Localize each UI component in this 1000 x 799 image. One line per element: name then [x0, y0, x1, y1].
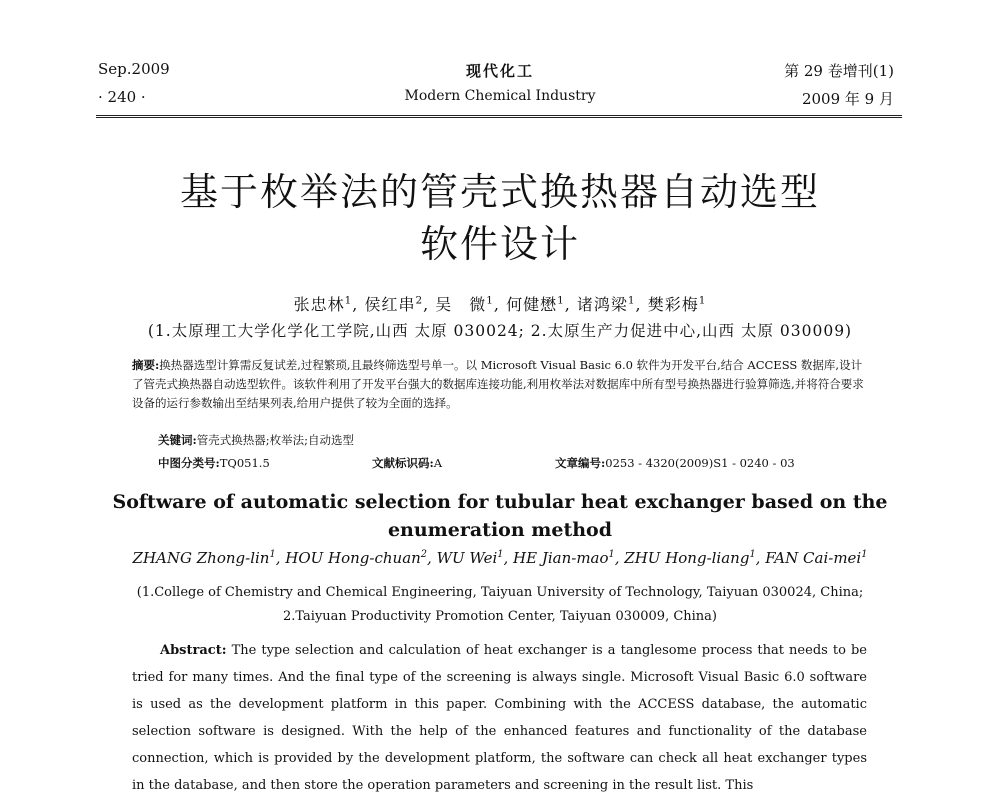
doc-code-label: 文献标识码: [372, 456, 434, 470]
cn-author-affiliation-mark: 1 [486, 294, 494, 307]
article-number-label: 文章编号: [555, 456, 606, 470]
cn-author-name: 张忠林 [293, 295, 345, 314]
affiliation-en-line-1: (1.College of Chemistry and Chemical Engineering, Taiyuan University of Technology, Taiyuan 030024, China; [136, 585, 864, 600]
affiliation-en [0, 581, 1000, 629]
cn-author-name: 吴 微 [435, 295, 487, 314]
cn-author [577, 295, 648, 314]
cn-author-affiliation-mark: 1 [627, 294, 636, 307]
en-author-name: ZHU Hong-liang [624, 549, 750, 567]
affiliation-cn: (1.太原理工大学化学化工学院,山西 太原 030024; 2.太原生产力促进中心,山西 太原 030009) [147, 322, 853, 340]
en-author-affiliation-mark: 2 [420, 549, 428, 560]
clc-value: TQ051.5 [219, 456, 270, 470]
en-author-affiliation-mark: 1 [608, 549, 615, 560]
keywords-cn-label: 关键词: [158, 433, 197, 447]
cn-author-separator: , [493, 295, 507, 314]
cn-author-separator: , [352, 295, 365, 314]
en-author-name: HE Jian-mao [513, 549, 609, 567]
cn-author-name: 何健懋 [506, 295, 558, 314]
header-volume: 第 29 卷增刊(1) [784, 62, 894, 80]
cn-author-separator: , [423, 295, 436, 314]
header-divider [96, 115, 902, 118]
paper-title-cn [0, 166, 1000, 270]
doc-code-value: A [433, 456, 443, 470]
en-author-name: FAN Cai-mei [765, 549, 862, 567]
abstract-cn [132, 356, 867, 413]
en-author [765, 549, 867, 567]
clc-number [158, 455, 270, 471]
en-author-affiliation-mark: 1 [497, 549, 504, 560]
title-cn-line-1: 基于枚举法的管壳式换热器自动选型 [179, 170, 820, 214]
en-author-separator: , [427, 549, 437, 567]
header-date: Sep.2009 [98, 60, 170, 78]
keywords-cn-text: 管壳式换热器;枚举法;自动选型 [196, 433, 354, 447]
abstract-cn-text: 换热器选型计算需反复试差,过程繁琐,且最终筛选型号单一。以 Microsoft Visual Basic 6.0 软件为开发平台,结合 ACCESS 数据库,设计了管壳式换热器自动选型软件。该软件利用了开发平台强大的数据库连接功能,利用枚举法对数据库中所有型号换热器进行验算筛选,并将符合要求设备的运行参数输出至结果列表,给用户提供了较为全面的选择。 [132, 358, 864, 410]
article-number [555, 455, 795, 471]
en-author [437, 549, 513, 567]
en-author-name: ZHANG Zhong-lin [132, 549, 270, 567]
cn-author-affiliation-mark: 1 [698, 294, 707, 307]
cn-author-affiliation-mark: 1 [557, 294, 565, 307]
title-en-line-1: Software of automatic selection for tubular heat exchanger based on the [112, 491, 888, 513]
journal-name-en: Modern Chemical Industry [404, 88, 596, 104]
cn-author-name: 诸鸿梁 [576, 295, 628, 314]
cn-author [506, 295, 577, 314]
en-author-name: WU Wei [436, 549, 498, 567]
author-list-en [0, 549, 1000, 567]
en-author [513, 549, 624, 567]
article-number-value: 0253 - 4320(2009)S1 - 0240 - 03 [605, 456, 795, 470]
cn-author [435, 295, 506, 314]
en-author-separator: , [503, 549, 514, 567]
abstract-en [132, 637, 867, 799]
en-author-affiliation-mark: 1 [861, 549, 868, 560]
abstract-cn-label: 摘要: [132, 358, 160, 372]
cn-author [364, 295, 435, 314]
en-author-separator: , [614, 549, 625, 567]
journal-name-cn: 现代化工 [465, 62, 534, 80]
paper-title-en [0, 488, 1000, 544]
cn-author-name: 樊彩梅 [647, 295, 699, 314]
en-author-name: HOU Hong-chuan [285, 549, 421, 567]
en-author-affiliation-mark: 1 [749, 549, 756, 560]
cn-author-separator: , [635, 295, 648, 314]
en-author-separator: , [755, 549, 766, 567]
cn-author-separator: , [564, 295, 577, 314]
affiliation-en-line-2: 2.Taiyuan Productivity Promotion Center, Taiyuan 030009, China) [282, 609, 718, 624]
en-author-affiliation-mark: 1 [269, 549, 276, 560]
title-cn-line-2: 软件设计 [419, 222, 580, 266]
en-author [624, 549, 765, 567]
en-author [133, 549, 286, 567]
header-date-cn: 2009 年 9 月 [801, 90, 894, 108]
cn-author [294, 295, 365, 314]
abstract-en-label: Abstract: [160, 643, 227, 658]
keywords-cn [158, 432, 354, 448]
cn-author-affiliation-mark: 1 [344, 294, 353, 307]
author-list-cn [0, 292, 1000, 315]
cn-author-name: 侯红串 [364, 295, 416, 314]
en-author-separator: , [275, 549, 286, 567]
en-author [285, 549, 436, 567]
clc-label: 中图分类号: [158, 456, 220, 470]
abstract-en-text: The type selection and calculation of heat exchanger is a tanglesome process that needs to be tried for many times. And the final type of the screening is always single. Microsoft Visual Basic 6.0 software is used as the development platform in this paper. Combining with the ACCESS database, the automatic selection software is designed. With the help of the enhanced features and functionality of the database connection, which is provided by the development platform, the software can check all heat exchanger types in the database, and then store the operation parameters and screening in the result list. This [132, 643, 867, 793]
cn-author-affiliation-mark: 2 [415, 294, 424, 307]
document-code [372, 455, 442, 471]
page-number: · 240 · [98, 88, 146, 106]
title-en-line-2: enumeration method [387, 519, 613, 541]
cn-author [648, 295, 707, 314]
